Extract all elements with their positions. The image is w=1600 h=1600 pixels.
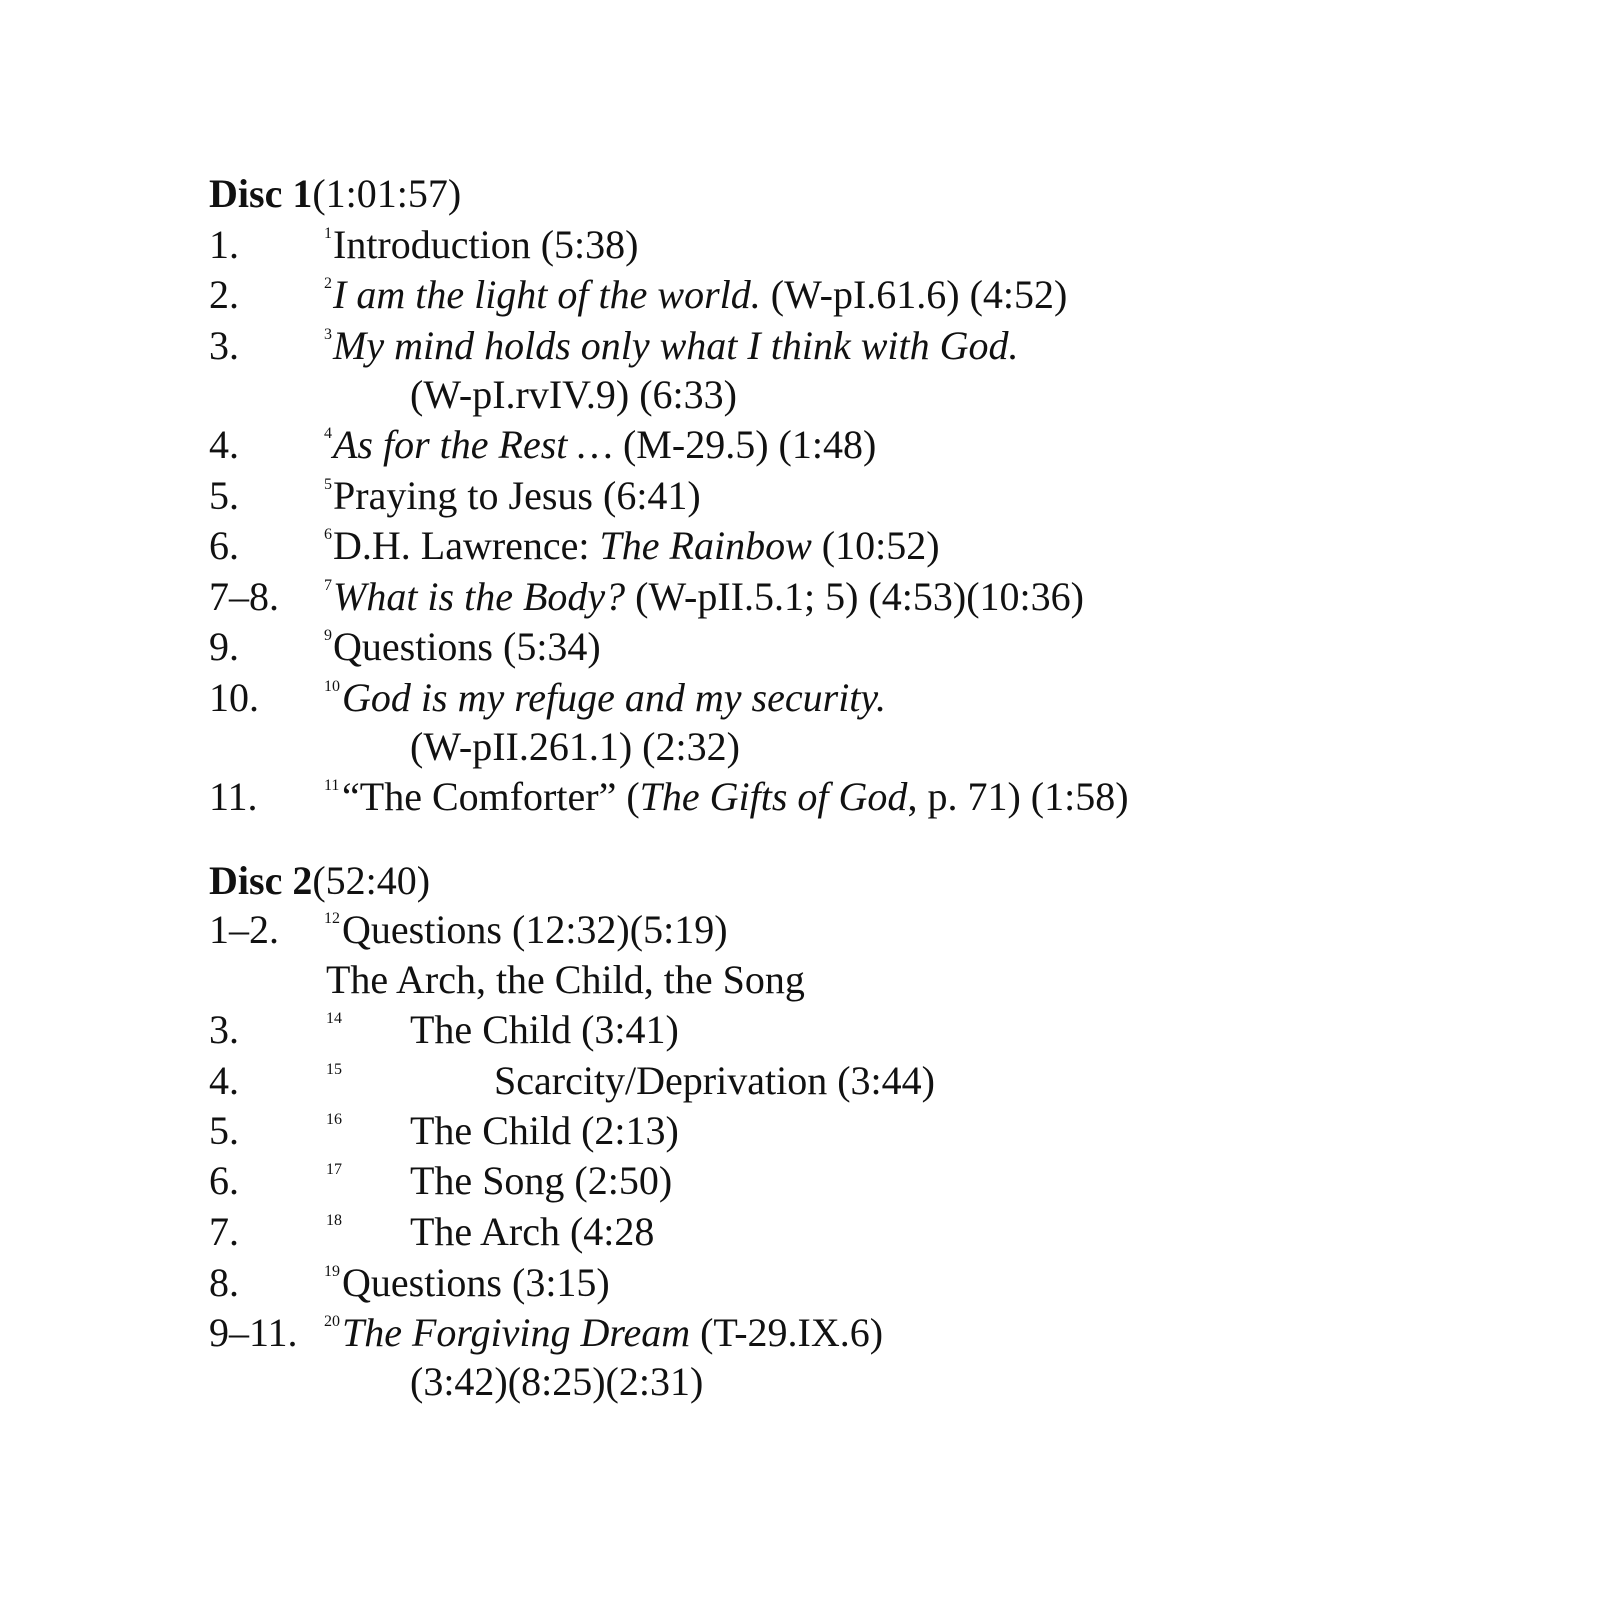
track-number: 7–8. xyxy=(209,574,279,619)
track-title xyxy=(342,1258,610,1308)
track-title-segment: The Song (2:50) xyxy=(410,1158,673,1203)
track-number: 4. xyxy=(209,1058,239,1103)
disc-1-duration: (1:01:57) xyxy=(312,171,462,216)
track-title xyxy=(410,722,740,772)
track-title-segment: The Rainbow xyxy=(599,523,812,568)
disc-2-duration: (52:40) xyxy=(312,858,431,903)
track-title xyxy=(333,471,701,521)
track-title-segment: My mind holds only what I think with God. xyxy=(333,323,1019,368)
track-number: 1. xyxy=(209,222,239,267)
track-number: 6. xyxy=(209,523,239,568)
track-title xyxy=(410,1357,703,1407)
track-title xyxy=(342,772,1129,822)
track-title xyxy=(342,905,728,955)
track-title-segment: The Arch (4:28 xyxy=(410,1209,655,1254)
track-number: 7. xyxy=(209,1209,239,1254)
footnote-marker: 18 xyxy=(326,1212,342,1229)
footnote-marker: 6 xyxy=(324,526,332,543)
track-title xyxy=(410,1106,679,1156)
footnote-marker: 20 xyxy=(324,1313,340,1330)
footnote-marker: 9 xyxy=(324,627,332,644)
track-title xyxy=(342,673,886,723)
track-number: 9–11. xyxy=(209,1310,298,1355)
disc-1-label: Disc 1 xyxy=(209,171,313,216)
track-number: 5. xyxy=(209,473,239,518)
track-number: 11. xyxy=(209,774,258,819)
track-title xyxy=(333,572,1084,622)
track-number: 3. xyxy=(209,1007,239,1052)
track-title-segment: The Child (2:13) xyxy=(410,1108,679,1153)
track-title-segment: The Child (3:41) xyxy=(410,1007,679,1052)
footnote-marker: 5 xyxy=(324,476,332,493)
track-title-segment: The Forgiving Dream xyxy=(342,1310,691,1355)
track-title xyxy=(326,955,805,1005)
disc-1-heading xyxy=(209,169,461,219)
track-number: 1–2. xyxy=(209,907,279,952)
track-title-segment: (W-pII.5.1; 5) (4:53)(10:36) xyxy=(625,574,1084,619)
track-title-segment: Praying to Jesus (6:41) xyxy=(333,473,701,518)
footnote-marker: 2 xyxy=(324,275,332,292)
disc-2-heading xyxy=(209,856,430,906)
track-title xyxy=(333,420,876,470)
footnote-marker: 7 xyxy=(324,577,332,594)
footnote-marker: 1 xyxy=(324,225,332,242)
track-title-segment: The Arch, the Child, the Song xyxy=(326,957,805,1002)
track-title-segment: (M-29.5) (1:48) xyxy=(612,422,877,467)
track-title xyxy=(410,1156,672,1206)
track-title-segment: D.H. Lawrence: xyxy=(333,523,600,568)
track-title xyxy=(494,1056,935,1106)
track-title-segment: Introduction (5:38) xyxy=(333,222,639,267)
track-title-segment: I am the light of the world. xyxy=(333,272,761,317)
track-title-segment: (3:42)(8:25)(2:31) xyxy=(410,1359,704,1404)
track-title-segment: “The Comforter” ( xyxy=(342,774,640,819)
footnote-marker: 16 xyxy=(326,1111,342,1128)
track-title-segment: Questions (5:34) xyxy=(333,624,601,669)
track-number: 3. xyxy=(209,323,239,368)
track-title xyxy=(333,270,1067,320)
track-title xyxy=(410,1005,679,1055)
footnote-marker: 11 xyxy=(324,777,340,794)
track-title-segment: (W-pI.61.6) (4:52) xyxy=(760,272,1068,317)
track-number: 4. xyxy=(209,422,239,467)
footnote-marker: 14 xyxy=(326,1010,342,1027)
track-title-segment: The Gifts of God xyxy=(639,774,908,819)
track-number: 2. xyxy=(209,272,239,317)
track-number: 5. xyxy=(209,1108,239,1153)
track-title xyxy=(333,622,601,672)
track-number: 10. xyxy=(209,675,259,720)
footnote-marker: 12 xyxy=(324,910,340,927)
track-title-segment: (10:52) xyxy=(811,523,940,568)
track-title-segment: , p. 71) (1:58) xyxy=(907,774,1129,819)
track-title xyxy=(410,370,737,420)
footnote-marker: 19 xyxy=(324,1263,340,1280)
footnote-marker: 4 xyxy=(324,425,332,442)
track-number: 9. xyxy=(209,624,239,669)
track-number: 6. xyxy=(209,1158,239,1203)
track-title-segment: What is the Body? xyxy=(333,574,626,619)
track-title-segment: (W-pI.rvIV.9) (6:33) xyxy=(410,372,737,417)
disc-2-label: Disc 2 xyxy=(209,858,313,903)
track-title xyxy=(333,521,940,571)
track-title-segment: Scarcity/Deprivation (3:44) xyxy=(494,1058,935,1103)
track-title xyxy=(333,220,639,270)
track-title-segment: Questions (3:15) xyxy=(342,1260,610,1305)
track-title xyxy=(410,1207,654,1257)
track-title-segment: Questions (12:32)(5:19) xyxy=(342,907,728,952)
footnote-marker: 15 xyxy=(326,1061,342,1078)
track-title xyxy=(333,321,1019,371)
track-title-segment: God is my refuge and my security. xyxy=(342,675,886,720)
track-title-segment: (T-29.IX.6) xyxy=(690,1310,884,1355)
track-title-segment: As for the Rest … xyxy=(333,422,613,467)
track-number: 8. xyxy=(209,1260,239,1305)
footnote-marker: 17 xyxy=(326,1161,342,1178)
track-title-segment: (W-pII.261.1) (2:32) xyxy=(410,724,740,769)
track-title xyxy=(342,1308,883,1358)
footnote-marker: 3 xyxy=(324,326,332,343)
footnote-marker: 10 xyxy=(324,678,340,695)
